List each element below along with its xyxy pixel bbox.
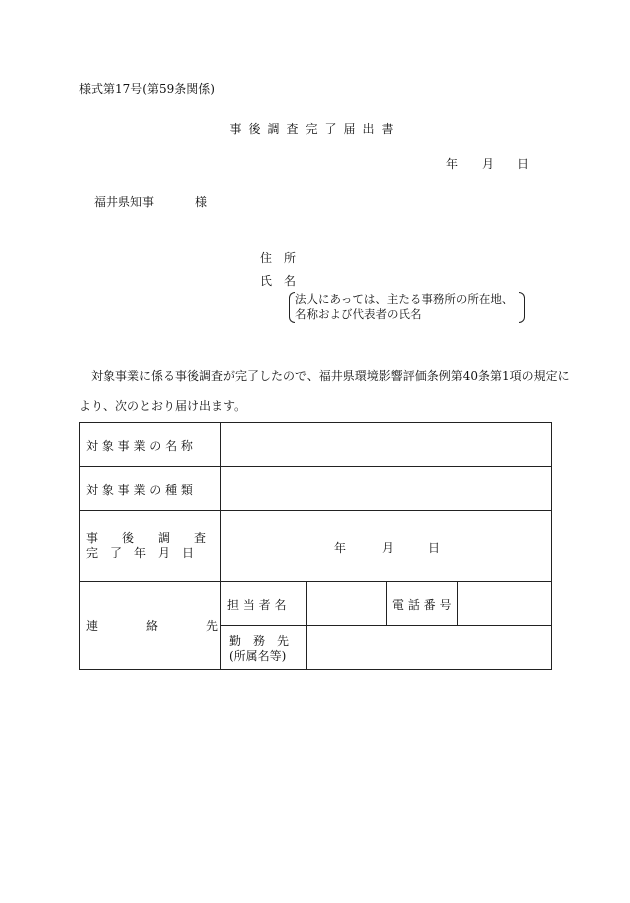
- completion-month-label: 月: [382, 541, 395, 555]
- workplace-field[interactable]: [307, 626, 551, 669]
- applicant-address-label: 住 所: [260, 251, 297, 265]
- person-in-charge-label: 担 当 者 名: [227, 598, 287, 612]
- completion-date-label-1: 事 後 調 査: [86, 531, 207, 545]
- corporate-note: [289, 292, 525, 323]
- person-in-charge-field[interactable]: [307, 582, 386, 625]
- body-text-line-2: より、次のとおり届け出ます。: [79, 399, 247, 413]
- completion-date-label-2: 完 了 年 月 日: [86, 546, 195, 560]
- corporate-note-line-1: 法人にあっては、主たる事務所の所在地、: [295, 292, 514, 306]
- workplace-label-1: 勤 務 先: [229, 634, 290, 648]
- table-column-rule: [386, 581, 387, 626]
- body-text-line-1: 対象事業に係る事後調査が完了したので、福井県環境影響評価条例第40条第1項の規定に: [91, 369, 570, 383]
- date-month-label: 月: [482, 157, 495, 171]
- report-table: [79, 422, 552, 670]
- corporate-note-line-2: 名称および代表者の氏名: [295, 307, 422, 321]
- completion-year-label: 年: [334, 541, 347, 555]
- project-type-field[interactable]: [221, 467, 551, 510]
- date-day-label: 日: [517, 157, 530, 171]
- document-title: 事後調査完了届出書: [229, 122, 401, 136]
- bracket-right: [519, 292, 525, 323]
- date-year-label: 年: [446, 157, 459, 171]
- table-rule: [79, 510, 552, 511]
- contact-label: 連 絡 先: [86, 619, 219, 633]
- completion-day-label: 日: [428, 541, 441, 555]
- applicant-name-label: 氏 名: [260, 274, 297, 288]
- form-number: 様式第17号(第59条関係): [79, 82, 215, 96]
- addressee-honorific: 様: [195, 195, 208, 209]
- table-border-bottom: [79, 669, 552, 670]
- phone-number-label: 電 話 番 号: [392, 598, 452, 612]
- project-type-label: 対 象 事 業 の 種 類: [86, 483, 193, 497]
- table-border-right: [551, 422, 552, 670]
- workplace-label-2: (所属名等): [229, 649, 287, 663]
- project-name-field[interactable]: [221, 423, 551, 466]
- project-name-label: 対 象 事 業 の 名 称: [86, 439, 193, 453]
- table-border-left: [79, 422, 80, 670]
- phone-number-field[interactable]: [458, 582, 551, 625]
- addressee-name: 福井県知事: [94, 195, 155, 209]
